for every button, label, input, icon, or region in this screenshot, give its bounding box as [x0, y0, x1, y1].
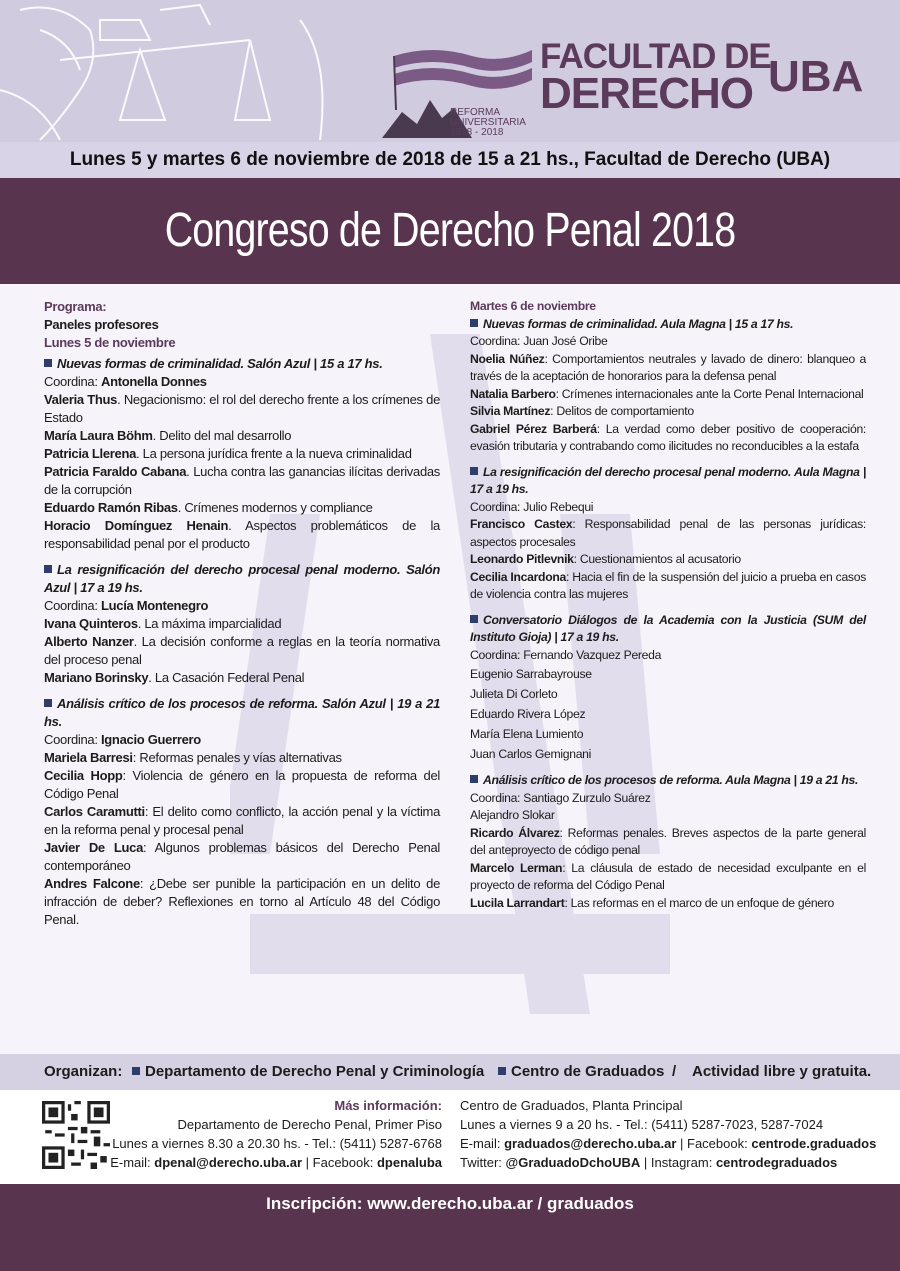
- logo-uba: UBA: [768, 52, 864, 101]
- square-bullet-icon: [44, 565, 52, 573]
- coordinator: Coordina: Lucía Montenegro: [44, 598, 209, 613]
- coordinator: Coordina: Santiago Zurzulo Suárez: [470, 790, 651, 805]
- email-link[interactable]: dpenal@derecho.uba.ar: [154, 1155, 303, 1170]
- square-bullet-icon: [132, 1067, 140, 1075]
- talk: Ivana Quinteros. La máxima imparcialidad: [44, 616, 282, 631]
- talk: Patricia Llerena. La persona jurídica frente a la nueva criminalidad: [44, 446, 412, 461]
- talk: Eugenio Sarrabayrouse: [470, 667, 592, 681]
- left-contacts: E-mail: dpenal@derecho.uba.ar | Facebook: dpenaluba: [110, 1155, 442, 1170]
- talk: Alejandro Slokar: [470, 808, 555, 822]
- talk: Mariano Borinsky. La Casación Federal Penal: [44, 670, 305, 685]
- coordinator: Coordina: Juan José Oribe: [470, 334, 608, 348]
- footer: [0, 1184, 900, 1271]
- page-title: Congreso de Derecho Penal 2018: [164, 204, 736, 257]
- talk: Patricia Faraldo Cabana. Lucha contra las ganancias ilícitas derivadas de la corrupción: [44, 464, 441, 497]
- talk: Valeria Thus. Negacionismo: el rol del derecho frente a los crímenes de Estado: [44, 392, 440, 425]
- talk: Natalia Barbero: Crímenes internacionales ante la Corte Penal Internacional: [470, 386, 864, 401]
- coordinator: Coordina: Julio Rebequi: [470, 499, 594, 514]
- instagram-link[interactable]: centrodegraduados: [715, 1155, 838, 1170]
- program-section: [0, 284, 900, 1054]
- qr-code-icon: [42, 1101, 110, 1169]
- facebook-link[interactable]: dpenaluba: [376, 1155, 442, 1170]
- talk: Javier De Luca: Algunos problemas básicos del Derecho Penal contemporáneo: [44, 840, 440, 873]
- day2-column: [470, 298, 866, 912]
- talk: Francisco Castex: Responsabilidad penal de las personas jurídicas: aspectos procesales: [470, 517, 866, 549]
- coordinator: Coordina: Antonella Donnes: [44, 374, 207, 389]
- program-subtitle: Paneles profesores: [44, 317, 159, 332]
- square-bullet-icon: [470, 319, 478, 327]
- twitter-link[interactable]: @GraduadoDchoUBA: [505, 1155, 641, 1170]
- session-title: Nuevas formas de criminalidad. Salón Azul | 15 a 17 hs.: [44, 355, 440, 373]
- separator: /: [672, 1063, 677, 1080]
- talk: Eduardo Rivera López: [470, 707, 586, 721]
- logo-facultad-de: FACULTAD DE: [540, 37, 771, 76]
- coordinator: Coordina: Ignacio Guerrero: [44, 732, 201, 747]
- talk: Mariela Barresi: Reformas penales y vías alternativas: [44, 750, 342, 765]
- organizer-penal: Departamento de Derecho Penal y Criminología: [132, 1054, 484, 1090]
- reforma-logo-text: REFORMA UNIVERSITARIA 1918 - 2018: [450, 107, 526, 138]
- contact-info: [0, 1090, 900, 1184]
- session-title: Conversatorio Diálogos de la Academia con la Justicia (SUM del Instituto Gioja) | 17 a 19 hs.: [470, 612, 866, 644]
- talk: Juan Carlos Gemignani: [470, 747, 592, 761]
- square-bullet-icon: [470, 775, 478, 783]
- registration: Inscripción: www.derecho.uba.ar / graduados: [266, 1194, 634, 1213]
- talk: Gabriel Pérez Barberá: La verdad como deber positivo de cooperación: evasión tributaria y contrabando como ilicitudes no reconducibles a la estafa: [470, 421, 867, 453]
- day1-column: [44, 298, 440, 929]
- day2-label: Martes 6 de noviembre: [470, 299, 596, 313]
- talk: María Laura Böhm. Delito del mal desarrollo: [44, 428, 292, 443]
- talk: Cecilia Hopp: Violencia de género en la propuesta de reforma del Código Penal: [44, 768, 440, 801]
- square-bullet-icon: [44, 359, 52, 367]
- session-title: Análisis crítico de los procesos de reforma. Salón Azul | 19 a 21 hs.: [44, 696, 440, 729]
- talk: Andres Falcone: ¿Debe ser punible la participación en un delito de infracción de deber? Reflexiones en torno al Artículo 48 del Código Penal.: [44, 876, 440, 927]
- title-bar: [0, 178, 900, 284]
- talk: María Elena Lumiento: [470, 727, 584, 741]
- square-bullet-icon: [44, 699, 52, 707]
- session-title: Análisis crítico de los procesos de reforma. Aula Magna | 19 a 21 hs.: [470, 772, 866, 790]
- info-left: Más información: Departamento de Derecho Penal, Primer Piso Lunes a viernes 8.30 a 20.30 hs. - Tel.: (5411) 5287-6768 E-mail: dpenal@derecho.uba.ar | Facebook: dpenaluba: [110, 1098, 442, 1170]
- square-bullet-icon: [470, 615, 478, 623]
- info-right: Centro de Graduados, Planta Principal Lunes a viernes 9 a 20 hs. - Tel.: (5411) 5287-7023, 5287-7024 E-mail: graduados@derecho.uba.ar | Facebook: centrode.graduados Twitter: @GraduadoDchoUBA | Instagram: centrodegraduados: [460, 1098, 877, 1170]
- logo-derecho: DERECHO: [540, 69, 754, 118]
- day1-label: Lunes 5 de noviembre: [44, 335, 176, 350]
- email-link[interactable]: graduados@derecho.uba.ar: [504, 1136, 677, 1151]
- square-bullet-icon: [470, 467, 478, 475]
- coordinator: Coordina: Fernando Vazquez Pereda: [470, 647, 662, 662]
- more-info-label: Más información:: [334, 1098, 442, 1113]
- date-line: Lunes 5 y martes 6 de noviembre de 2018 de 15 a 21 hs., Facultad de Derecho (UBA): [0, 142, 900, 178]
- organizers-label: Organizan:: [44, 1063, 123, 1080]
- free-activity-note: Actividad libre y gratuita.: [692, 1063, 872, 1080]
- talk: Leonardo Pitlevnik: Cuestionamientos al acusatorio: [470, 552, 741, 566]
- session-title: La resignificación del derecho procesal penal moderno. Aula Magna | 17 a 19 hs.: [470, 464, 866, 496]
- organizer-graduados: Centro de Graduados: [498, 1054, 664, 1090]
- talk: Ricardo Álvarez: Reformas penales. Breves aspectos de la parte general del anteproyecto de código penal: [470, 825, 866, 857]
- square-bullet-icon: [498, 1067, 506, 1075]
- talk: Silvia Martínez: Delitos de comportamiento: [470, 404, 694, 418]
- organizers-bar: [0, 1054, 900, 1090]
- header: [0, 0, 900, 142]
- talk: Carlos Caramutti: El delito como conflicto, la acción penal y la víctima en la reforma penal y procesal penal: [44, 804, 441, 837]
- talk: Noelia Núñez: Comportamientos neutrales y lavado de dinero: blanqueo a través de la aceptación de honorarios para la defensa penal: [470, 351, 866, 383]
- talk: Alberto Nanzer. La decisión conforme a reglas en la teoría normativa del proceso penal: [44, 634, 440, 667]
- talk: Horacio Domínguez Henain. Aspectos problemáticos de la responsabilidad penal por el producto: [44, 518, 440, 551]
- talk: Julieta Di Corleto: [470, 687, 558, 701]
- talk: Eduardo Ramón Ribas. Crímenes modernos y compliance: [44, 500, 373, 515]
- talk: Lucila Larrandart: Las reformas en el marco de un enfoque de género: [470, 895, 835, 910]
- session-title: Nuevas formas de criminalidad. Aula Magna | 15 a 17 hs.: [470, 316, 866, 334]
- justice-figure-illustration: [0, 0, 430, 142]
- facebook-link[interactable]: centrode.graduados: [751, 1136, 877, 1151]
- talk: Cecilia Incardona: Hacia el fin de la suspensión del juicio a prueba en casos de violencia contra las mujeres: [470, 569, 866, 601]
- talk: Marcelo Lerman: La cláusula de estado de necesidad exculpante en el proyecto de reforma del Código Penal: [470, 860, 866, 892]
- session-title: La resignificación del derecho procesal penal moderno. Salón Azul | 17 a 19 hs.: [44, 562, 440, 595]
- program-label: Programa:: [44, 299, 107, 314]
- registration-link[interactable]: www.derecho.uba.ar / graduados: [367, 1194, 634, 1213]
